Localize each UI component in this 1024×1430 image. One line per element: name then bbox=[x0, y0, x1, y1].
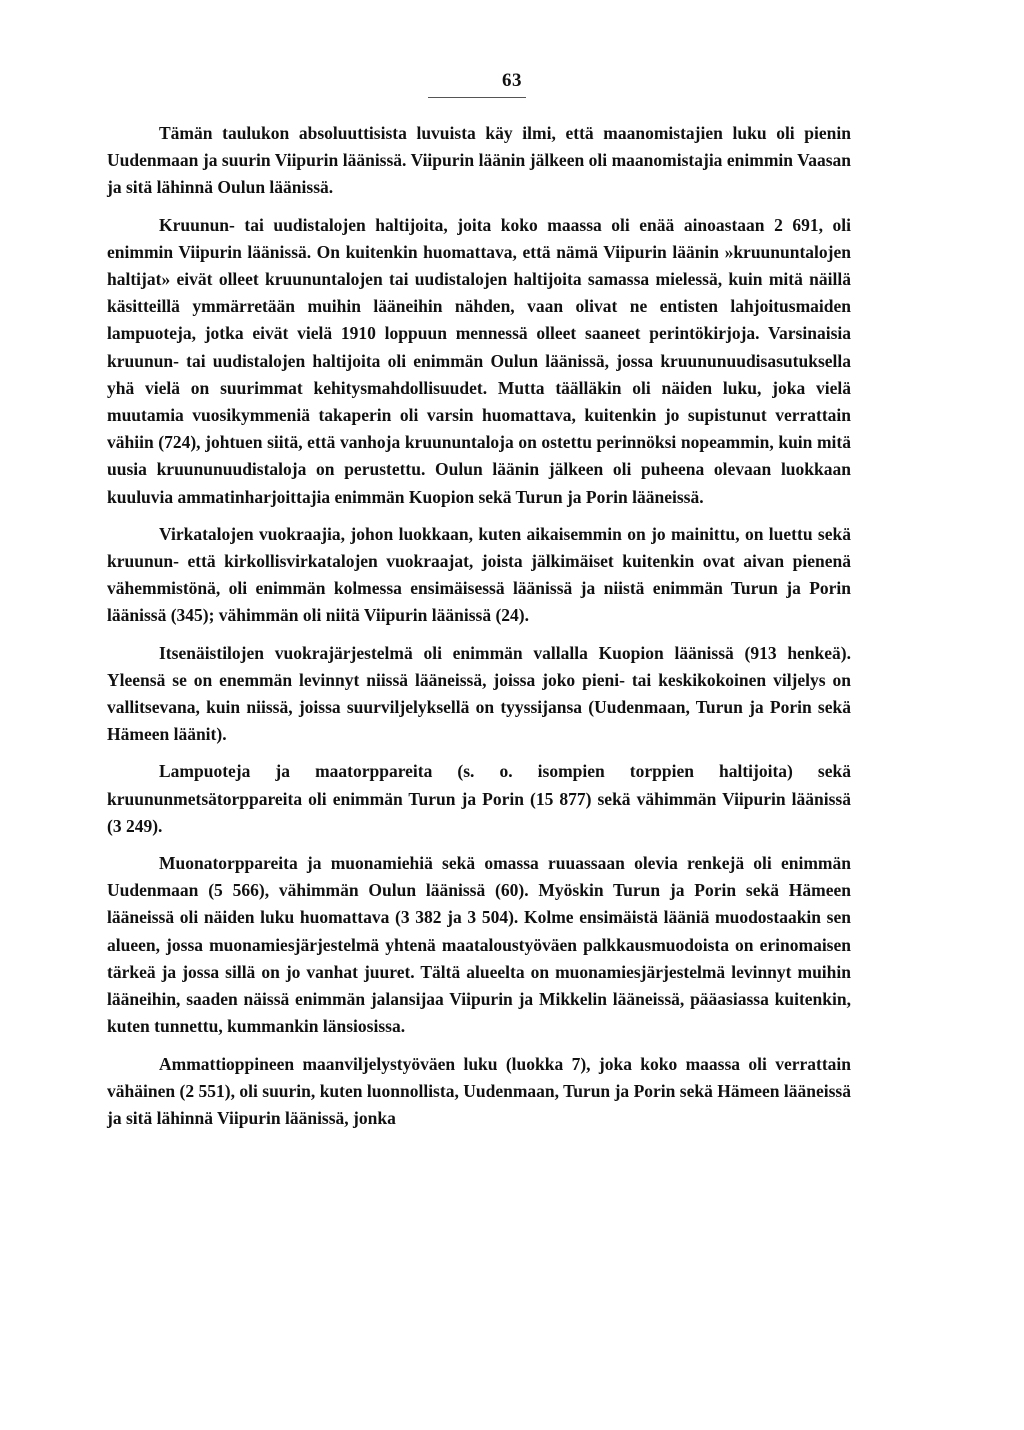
paragraph-1: Tämän taulukon absoluuttisista luvuista käy ilmi, että maanomistajien luku oli pienin Uudenmaan ja suurin Viipurin läänissä. Viipurin läänin jälkeen oli maanomistajia enimmin Vaasan ja sitä lähinnä Oulun läänissä. bbox=[107, 123, 851, 198]
paragraph-4: Itsenäistilojen vuokrajärjestelmä oli enimmän vallalla Kuopion läänissä (913 henkeä). Yleensä se on enemmän levinnyt niissä lääneissä, joissa joko pieni- tai keskikokoinen viljelys on vallitsevana, kuin niissä, joissa suurviljelyksellä on tyyssijansa (Uudenmaan, Turun ja Porin sekä Hämeen läänit). bbox=[107, 642, 851, 745]
page-number-rule bbox=[428, 97, 526, 98]
paragraph-7: Ammattioppineen maanviljelystyöväen luku (luokka 7), joka koko maassa oli verrattain vähäinen (2 551), oli suurin, kuten luonnollista, Uudenmaan, Turun ja Porin sekä Hämeen lääneissä ja sitä lähinnä Viipurin läänissä, jonka bbox=[107, 1053, 851, 1128]
page-number: 63 bbox=[502, 70, 522, 91]
paragraph-5: Lampuoteja ja maatorppareita (s. o. isompien torppien haltijoita) sekä kruununmetsätorppareita oli enimmän Turun ja Porin (15 877) sekä vähimmän Viipurin läänissä (3 249). bbox=[107, 761, 851, 836]
body-text bbox=[107, 120, 851, 1142]
paragraph-6: Muonatorppareita ja muonamiehiä sekä omassa ruuassaan olevia renkejä oli enimmän Uudenmaan (5 566), vähimmän Oulun läänissä (60). Myöskin Turun ja Porin sekä Hämeen lääneissä oli näiden luku huomattava (3 382 ja 3 504). Kolme ensimäistä lääniä muodostaakin sen alueen, jossa muonamiesjärjestelmä yhtenä maataloustyöväen palkkausmuodoista on erinomaisen tärkeä ja jossa sillä on jo vanhat juuret. Tältä alueelta on muonamiesjärjestelmä levinnyt muihin lääneihin, saaden näissä enimmän jalansijaa Viipurin ja Mikkelin lääneissä, pääasiassa kuitenkin, kuten tunnettu, kummankin länsiosissa. bbox=[107, 853, 851, 1037]
paragraph-2: Kruunun- tai uudistalojen haltijoita, joita koko maassa oli enää ainoastaan 2 691, oli enimmin Viipurin läänissä. On kuitenkin huomattava, että nämä Viipurin läänin »kruununtalojen haltijat» eivät olleet kruununtalojen tai uudistalojen haltijoita samassa mielessä, kuin mitä näillä käsitteillä ymmärretään muihin lääneihin nähden, vaan olivat ne entisten lahjoitusmaiden lampuoteja, jotka eivät vielä 1910 loppuun mennessä olleet saaneet perintökirjoja. Varsinaisia kruunun- tai uudistalojen haltijoita oli enimmän Oulun läänissä, jossa kruununuudisasutuksella yhä vielä on suurimmat kehitysmahdollisuudet. Mutta täälläkin oli näiden luku, joka vielä muutamia vuosikymmeniä takaperin oli varsin huomattava, kuitenkin jo supistunut verrattain vähiin (724), johtuen siitä, että vanhoja kruununtaloja on ostettu perinnöksi nopeammin, kuin mitä uusia kruununuudistaloja on perustettu. Oulun läänin jälkeen oli puheena olevaan luokkaan kuuluvia ammatinharjoittajia enimmän Kuopion sekä Turun ja Porin lääneissä. bbox=[107, 214, 851, 507]
paragraph-3: Virkatalojen vuokraajia, johon luokkaan, kuten aikaisemmin on jo mainittu, on luettu sekä kruunun- että kirkollisvirkatalojen vuokraajat, joista jälkimäiset kuitenkin ovat aivan pienenä vähemmistönä, oli enimmän kolmessa ensimäisessä läänissä ja niistä enimmän Turun ja Porin läänissä (345); vähimmän oli niitä Viipurin läänissä (24). bbox=[107, 523, 851, 626]
